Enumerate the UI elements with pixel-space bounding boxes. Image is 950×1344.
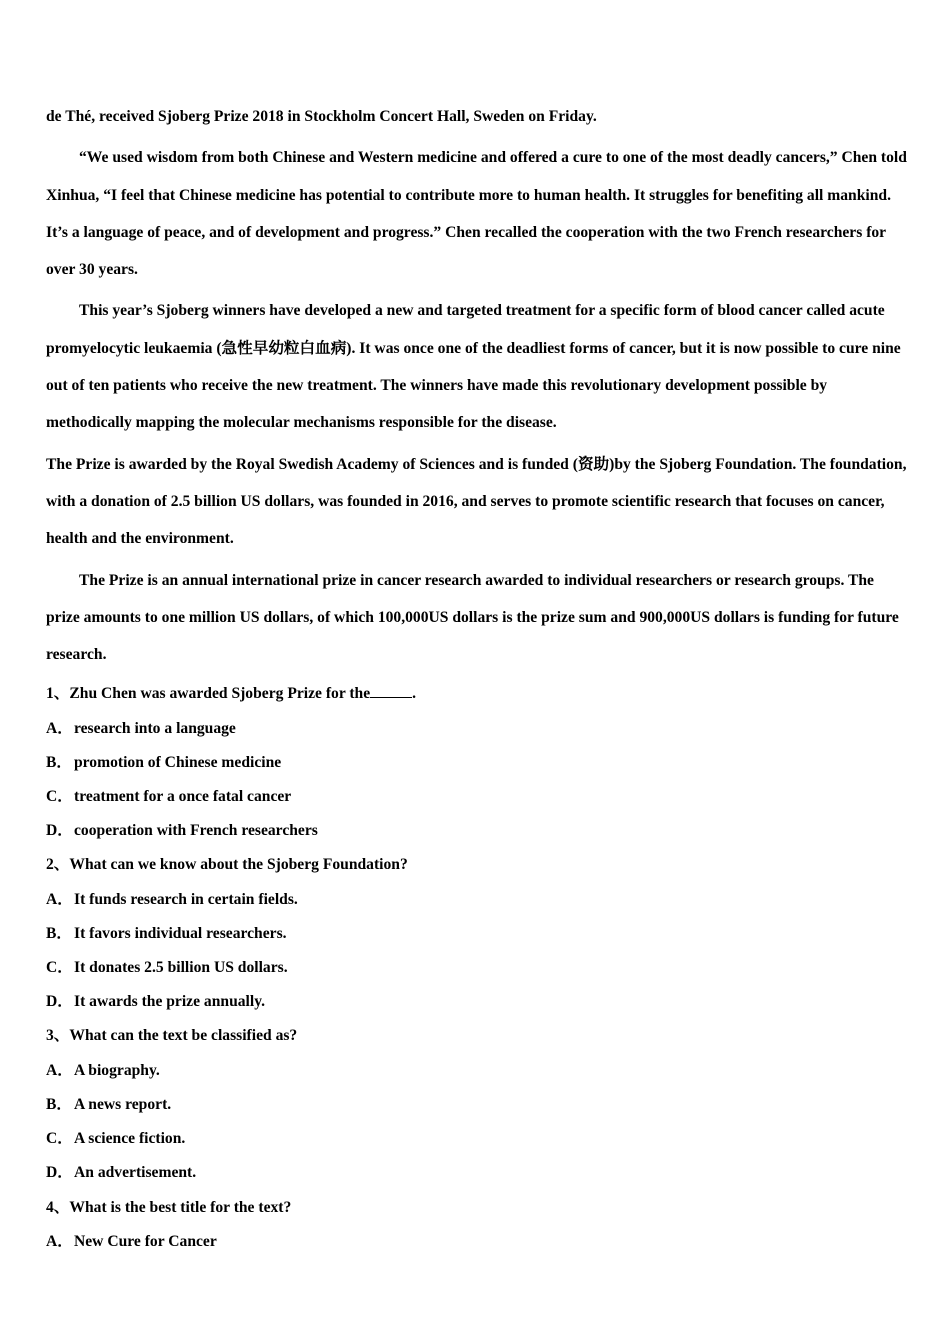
question-2: [46, 848, 908, 1019]
option-text: cooperation with French researchers: [74, 822, 318, 840]
question-number: 3、: [46, 1027, 70, 1045]
option-text: A science fiction.: [74, 1130, 186, 1148]
passage-paragraph-5: The Prize is an annual international prize in cancer research awarded to individual researchers or research groups. The prize amounts to one million US dollars, of which 100,000US dollars is the prize sum and 900,000US dollars is funding for future research.: [46, 571, 899, 664]
option-b: [46, 746, 908, 780]
question-1-stem: [46, 677, 908, 711]
option-text: It donates 2.5 billion US dollars.: [74, 959, 288, 977]
question-text-end: .: [412, 685, 417, 703]
option-b: [46, 1088, 908, 1122]
option-text: An advertisement.: [74, 1164, 197, 1182]
option-text: It favors individual researchers.: [74, 924, 287, 942]
option-a: [46, 712, 908, 746]
option-d: [46, 814, 908, 848]
question-3-stem: [46, 1019, 908, 1053]
question-number: 4、: [46, 1198, 70, 1216]
option-text: A biography.: [74, 1061, 160, 1079]
answer-blank: [370, 683, 412, 698]
question-number: 2、: [46, 856, 70, 874]
option-letter: C．: [46, 959, 73, 977]
option-text: treatment for a once fatal cancer: [74, 788, 292, 806]
question-4: [46, 1191, 908, 1259]
option-text: promotion of Chinese medicine: [74, 753, 282, 771]
option-letter: B．: [46, 1095, 72, 1113]
option-a: [46, 1054, 908, 1088]
option-text: research into a language: [74, 719, 236, 737]
option-letter: D．: [46, 993, 73, 1011]
passage-paragraph-2: “We used wisdom from both Chinese and Western medicine and offered a cure to one of the most deadly cancers,” Chen told Xinhua, “I feel that Chinese medicine has potential to contribute more to human health. It struggles for benefiting all mankind. It’s a language of peace, and of development and progress.” Chen recalled the cooperation with the two French researchers for over 30 years.: [46, 149, 907, 279]
option-letter: C．: [46, 788, 73, 806]
question-text: What is the best title for the text?: [69, 1198, 292, 1216]
option-text: It awards the prize annually.: [74, 993, 266, 1011]
question-text: What can the text be classified as?: [69, 1027, 298, 1045]
option-d: [46, 985, 908, 1019]
option-c: [46, 780, 908, 814]
option-b: [46, 917, 908, 951]
option-letter: B．: [46, 753, 72, 771]
option-letter: A．: [46, 719, 73, 737]
option-letter: A．: [46, 890, 73, 908]
passage-paragraph-3: This year’s Sjoberg winners have developed a new and targeted treatment for a specific form of blood cancer called acute promyelocytic leukaemia (急性早幼粒白血病). It was once one of the deadliest forms of cancer, but it is now possible to cure nine out of ten patients who receive the new treatment. The winners have made this revolutionary development possible by methodically mapping the molecular mechanisms responsible for the disease.: [46, 302, 901, 432]
option-letter: A．: [46, 1232, 73, 1250]
passage-paragraph-4: The Prize is awarded by the Royal Swedish Academy of Sciences and is funded (资助)by the Sjoberg Foundation. The foundation, with a donation of 2.5 billion US dollars, was founded in 2016, and serves to promote scientific research that focuses on cancer, health and the environment.: [46, 455, 907, 548]
passage-paragraph-1: de Thé, received Sjoberg Prize 2018 in Stockholm Concert Hall, Sweden on Friday.: [46, 108, 597, 125]
option-text: It funds research in certain fields.: [74, 890, 298, 908]
option-text: New Cure for Cancer: [74, 1232, 217, 1250]
document-page: [46, 98, 908, 1259]
option-letter: D．: [46, 1164, 73, 1182]
question-4-stem: [46, 1191, 908, 1225]
option-a: [46, 883, 908, 917]
question-1: [46, 677, 908, 848]
question-3: [46, 1019, 908, 1190]
option-c: [46, 951, 908, 985]
option-letter: C．: [46, 1130, 73, 1148]
option-letter: B．: [46, 924, 72, 942]
option-a: [46, 1225, 908, 1259]
question-text: What can we know about the Sjoberg Foundation?: [69, 856, 408, 874]
question-text: Zhu Chen was awarded Sjoberg Prize for the: [69, 685, 371, 703]
question-number: 1、: [46, 685, 70, 703]
option-letter: D．: [46, 822, 73, 840]
question-2-stem: [46, 848, 908, 882]
option-letter: A．: [46, 1061, 73, 1079]
option-c: [46, 1122, 908, 1156]
option-d: [46, 1156, 908, 1190]
option-text: A news report.: [74, 1095, 172, 1113]
